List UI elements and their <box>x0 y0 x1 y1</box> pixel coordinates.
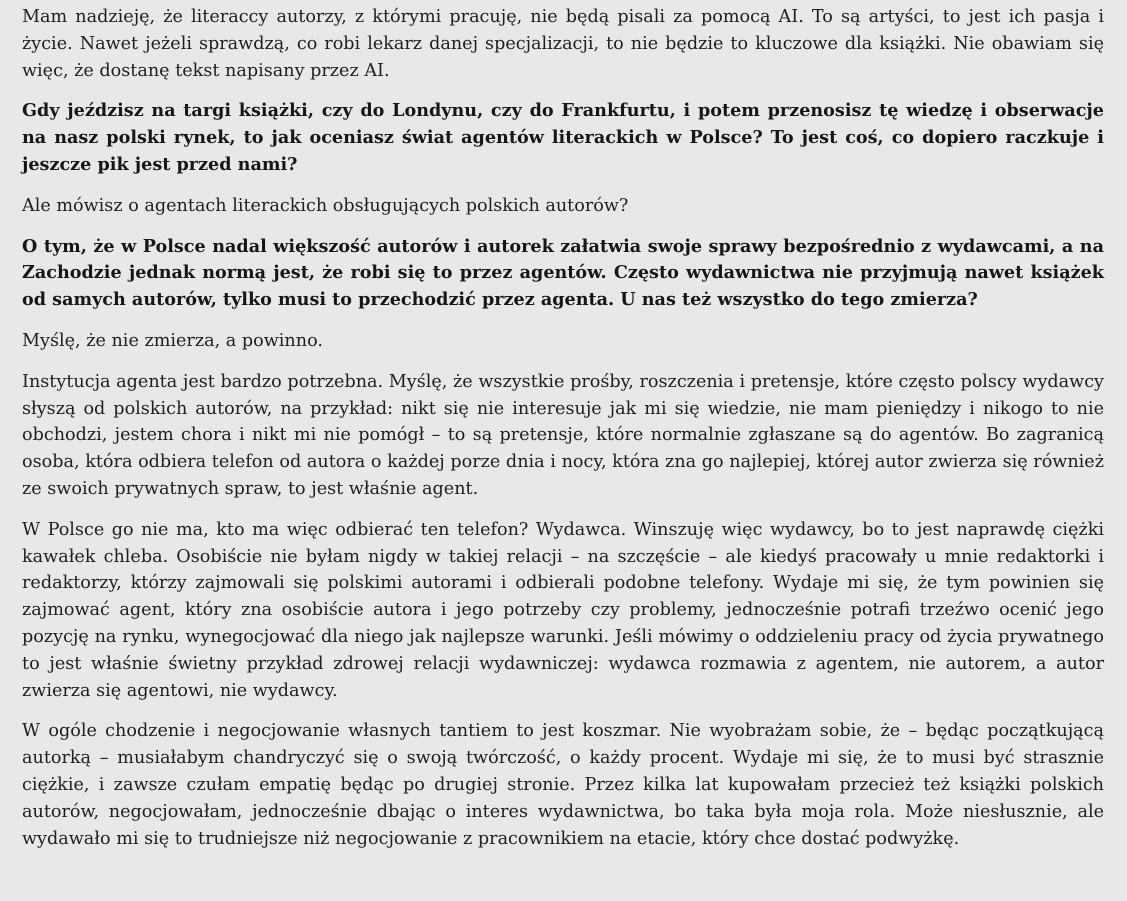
answer-paragraph: Myślę, że nie zmierza, a powinno. <box>22 330 323 351</box>
answer-paragraph: Instytucja agenta jest bardzo potrzebna. Myślę, że wszystkie prośby, roszczenia i pretensje, które często polscy wydawcy słyszą od polskich autorów, na przykład: nikt się nie interesuje jak mi się wiedzie, nie mam pieniędzy i nikogo to nie obchodzi, jestem chora i nikt mi nie pomógł – to są pretensje, które normalnie zgłaszane są do agentów. Bo zagranicą osoba, która odbiera telefon od autora o każdej porze dnia i nocy, która zna go najlepiej, której autor zwierza się również ze swoich prywatnych spraw, to jest właśnie agent. <box>22 371 1104 499</box>
question-paragraph: Gdy jeździsz na targi książki, czy do Londynu, czy do Frankfurtu, i potem przenosisz tę wiedzę i obserwacje na nasz polski rynek, to jak oceniasz świat agentów literackich w Polsce? To jest coś, co dopiero raczkuje i jeszcze pik jest przed nami? <box>22 100 1104 175</box>
answer-paragraph: W Polsce go nie ma, kto ma więc odbierać ten telefon? Wydawca. Winszuję więc wydawcy, bo to jest naprawdę ciężki kawałek chleba. Osobiście nie byłam nigdy w takiej relacji – na szczęście – ale kiedyś pracowały u mnie redaktorki i redaktorzy, którzy zajmowali się polskimi autorami i odbierali podobne telefony. Wydaje mi się, że tym powinien się zajmować agent, który zna osobiście autora i jego potrzeby czy problemy, jednocześnie potrafi trzeźwo ocenić jego pozycję na rynku, wynegocjować dla niego jak najlepsze warunki. Jeśli mówimy o oddzieleniu pracy od życia prywatnego to jest właśnie świetny przykład zdrowej relacji wydawniczej: wydawca rozmawia z agentem, nie autorem, a autor zwierza się agentowi, nie wydawcy. <box>22 519 1104 701</box>
answer-paragraph: Mam nadzieję, że literaccy autorzy, z którymi pracuję, nie będą pisali za pomocą AI. To są artyści, to jest ich pasja i życie. Nawet jeżeli sprawdzą, co robi lekarz danej specjalizacji, to nie będzie to kluczowe dla książki. Nie obawiam się więc, że dostanę tekst napisany przez AI. <box>22 7 1104 81</box>
question-paragraph: O tym, że w Polsce nadal większość autorów i autorek załatwia swoje sprawy bezpośrednio z wydawcami, a na Zachodzie jednak normą jest, że robi się to przez agentów. Często wydawnictwa nie przyjmują nawet książek od samych autorów, tylko musi to przechodzić przez agenta. U nas też wszystko do tego zmierza? <box>22 235 1104 311</box>
answer-paragraph: Ale mówisz o agentach literackich obsługujących polskich autorów? <box>22 195 629 216</box>
answer-paragraph: W ogóle chodzenie i negocjowanie własnych tantiem to jest koszmar. Nie wyobrażam sobie, że – będąc początkującą autorką – musiałabym chandryczyć się o swoją twórczość, o każdy procent. Wydaje mi się, że to musi być strasznie ciężkie, i zawsze czułam empatię będąc po drugiej stronie. Przez kilka lat kupowałam przecież też książki polskich autorów, negocjowałam, jednocześnie dbając o interes wydawnictwa, bo taka była moja rola. Może niesłusznie, ale wydawało mi się to trudniejsze niż negocjowanie z pracownikiem na etacie, który chce dostać podwyżkę. <box>22 721 1104 849</box>
